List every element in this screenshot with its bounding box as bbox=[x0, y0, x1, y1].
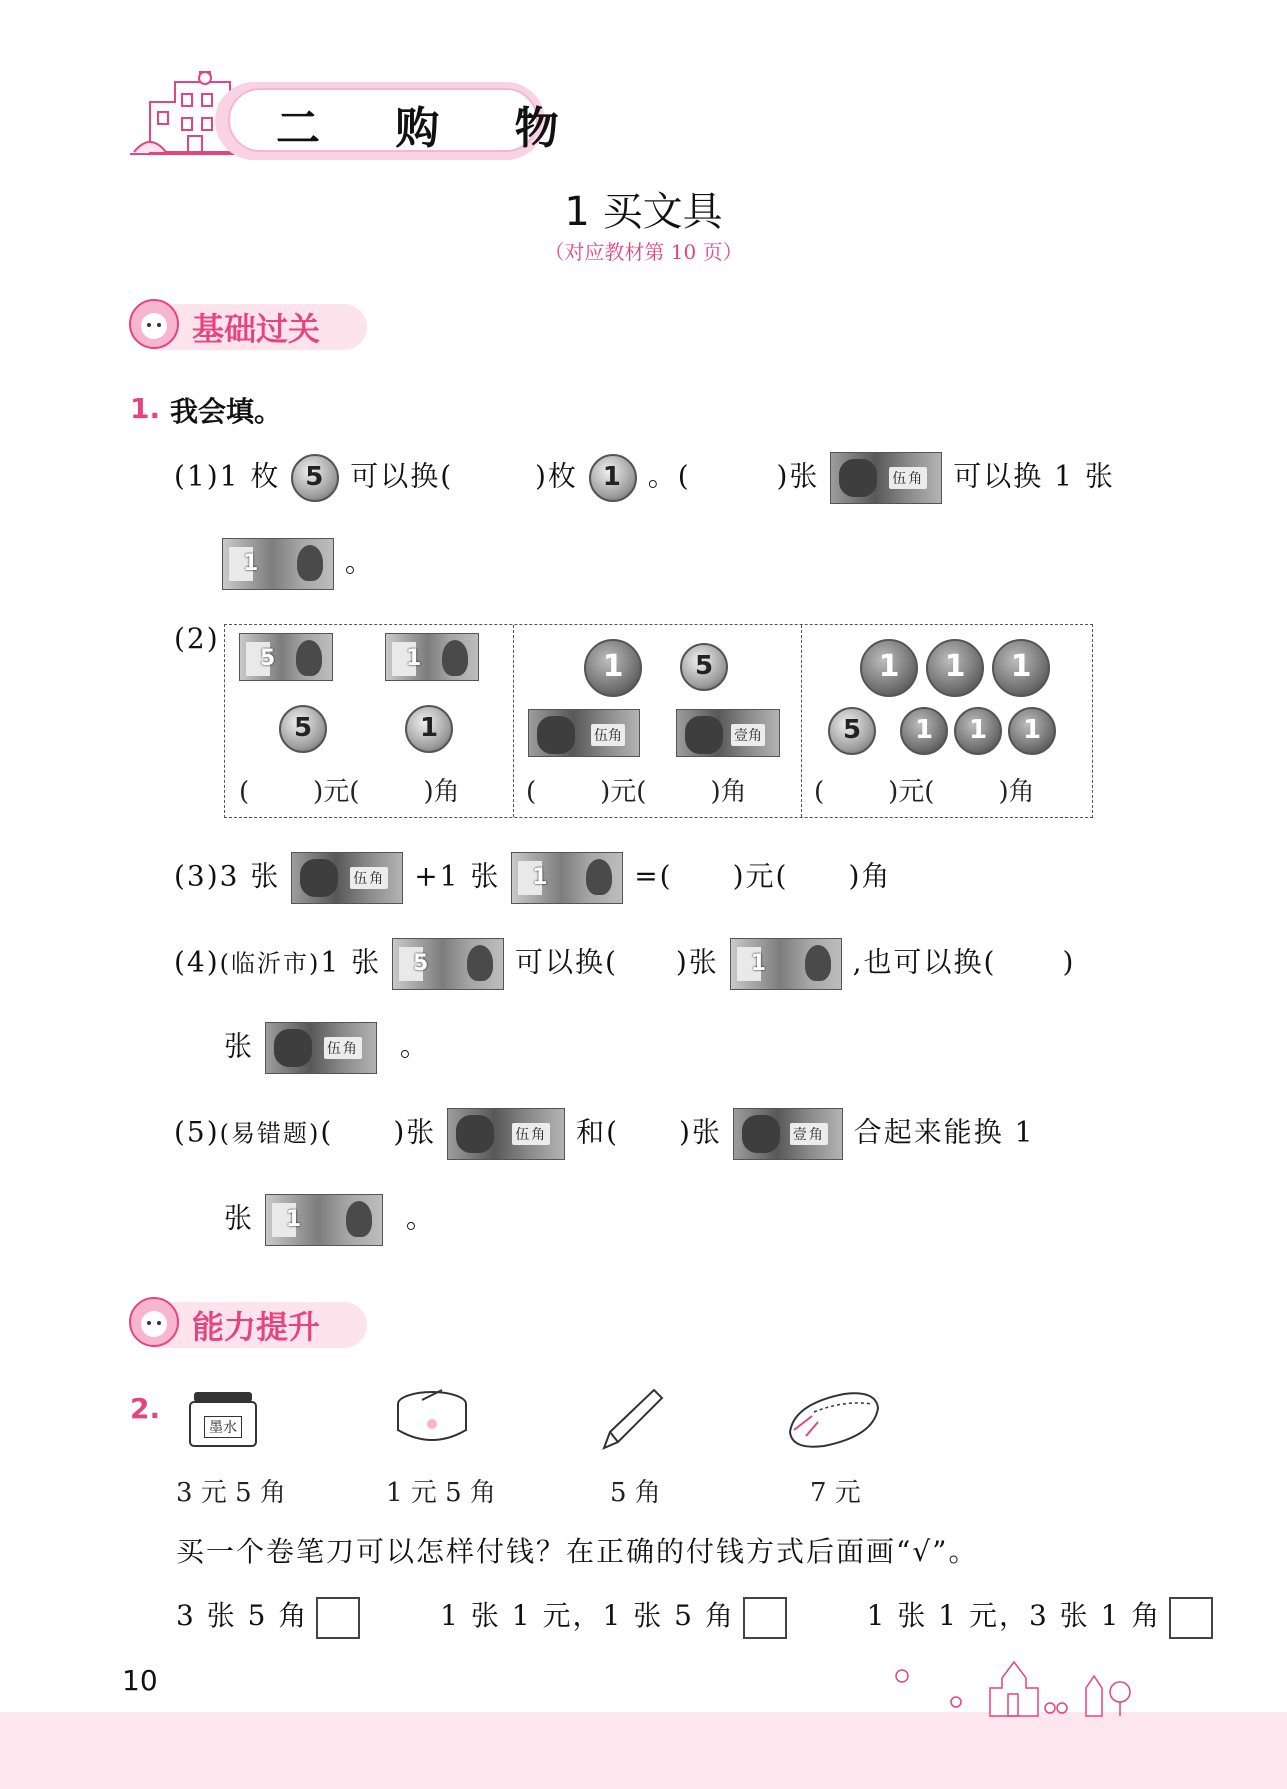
coin-value: 1 bbox=[968, 715, 988, 745]
cell2-coin-1-yuan-icon bbox=[584, 639, 642, 697]
note-label: 壹角 bbox=[731, 724, 765, 746]
pencil-sharpener-icon bbox=[392, 1386, 472, 1450]
q2-option-1: 3 张 5 角 bbox=[176, 1599, 309, 1632]
grid-cell-1 bbox=[225, 625, 514, 817]
q1-p3-e: )角 bbox=[848, 859, 892, 893]
q1-p5-a: (5) bbox=[174, 1115, 220, 1149]
cell2-coin-5-jiao-icon bbox=[680, 643, 728, 691]
cell3-coin-1-jiao-icon-c bbox=[1008, 707, 1056, 755]
lesson-title: 1 买文具 bbox=[564, 189, 723, 235]
ink-bottle-icon bbox=[186, 1390, 260, 1450]
note-5-yuan-icon bbox=[392, 938, 504, 990]
q2-options bbox=[176, 1594, 1213, 1639]
footer-castle-icon bbox=[890, 1652, 1150, 1722]
note-value: 1 bbox=[532, 865, 550, 890]
q1-p4-d: 可以换( bbox=[514, 945, 618, 979]
coin bbox=[1008, 707, 1056, 755]
q1-p4-e: )张 bbox=[675, 945, 719, 979]
q1-p3-a: (3)3 张 bbox=[174, 859, 281, 893]
q1-part3 bbox=[174, 852, 891, 904]
coin bbox=[828, 707, 876, 755]
coin bbox=[680, 643, 728, 691]
cell-open: ( bbox=[814, 777, 825, 807]
q1-p1-d: 。( bbox=[647, 459, 691, 493]
note-5-jiao-icon bbox=[265, 1022, 377, 1074]
coin-value: 1 bbox=[1022, 715, 1042, 745]
q1-p3-b: +1 张 bbox=[414, 859, 501, 893]
note-1-yuan bbox=[385, 633, 479, 681]
note-value: 1 bbox=[243, 551, 261, 576]
q2-option-2: 1 张 1 元，1 张 5 角 bbox=[440, 1599, 735, 1632]
cell3-answer bbox=[814, 771, 1035, 808]
cell-yuan: )元( bbox=[313, 777, 360, 807]
note-1-yuan-icon bbox=[265, 1194, 383, 1246]
cell2-note-1-jiao-icon bbox=[676, 709, 780, 757]
cell1-coin-5-jiao-icon bbox=[279, 705, 327, 753]
cell-yuan: )元( bbox=[888, 777, 935, 807]
note-label: 壹角 bbox=[790, 1123, 828, 1145]
cell1-answer bbox=[239, 771, 460, 808]
section-basic-title: 基础过关 bbox=[192, 310, 321, 348]
lesson-reference: （对应教材第 10 页） bbox=[544, 240, 743, 264]
note-value: 1 bbox=[406, 646, 422, 671]
note bbox=[676, 709, 780, 757]
coin bbox=[926, 639, 984, 697]
q1-part2-grid bbox=[224, 624, 1093, 818]
coin-value: 1 bbox=[602, 649, 624, 684]
q1-p5-d: )张 bbox=[393, 1115, 437, 1149]
q1-p3-d: )元( bbox=[732, 859, 789, 893]
footer-band bbox=[0, 1712, 1287, 1789]
coin-value: 1 bbox=[944, 649, 966, 684]
q1-p1-f: 可以换 1 张 bbox=[953, 459, 1115, 493]
q1-p1-g: 。 bbox=[344, 545, 375, 579]
q1-p3-c: =( bbox=[634, 859, 673, 893]
cell-open: ( bbox=[526, 777, 537, 807]
note bbox=[528, 709, 640, 757]
cell-jiao: )角 bbox=[710, 777, 747, 807]
coin-value: 5 bbox=[694, 651, 714, 681]
price-pencil-case: 7 元 bbox=[810, 1478, 861, 1508]
note-5-yuan bbox=[239, 633, 333, 681]
q1-part5-line1 bbox=[174, 1108, 1035, 1160]
pencil-icon bbox=[598, 1384, 668, 1454]
q1-p4-f: ,也可以换( bbox=[852, 945, 997, 979]
q1-p1-a: (1)1 枚 bbox=[174, 459, 281, 493]
q1-p4-i: 。 bbox=[399, 1029, 430, 1063]
coin-value: 1 bbox=[602, 462, 623, 492]
q1-p1-c: )枚 bbox=[534, 459, 578, 493]
q1-p5-e: 和( bbox=[576, 1115, 620, 1149]
cell3-coin-1-jiao-icon-a bbox=[900, 707, 948, 755]
price-sharpener: 1 元 5 角 bbox=[386, 1478, 496, 1508]
price-pencil: 5 角 bbox=[610, 1478, 661, 1508]
note-value: 1 bbox=[750, 951, 769, 976]
q1-part5-line2 bbox=[224, 1194, 436, 1246]
cell3-coin-1-yuan-icon-a bbox=[860, 639, 918, 697]
cell3-coin-1-yuan-icon-b bbox=[926, 639, 984, 697]
note-5-jiao-icon bbox=[447, 1108, 565, 1160]
coin bbox=[860, 639, 918, 697]
coin-1-jiao-icon bbox=[589, 454, 637, 502]
coin-value: 5 bbox=[842, 715, 862, 745]
q1-p4-region: (临沂市) bbox=[219, 949, 321, 978]
coin bbox=[405, 705, 453, 753]
q2-option-1-checkbox[interactable] bbox=[316, 1597, 360, 1639]
coin bbox=[279, 705, 327, 753]
coin bbox=[900, 707, 948, 755]
note-1-jiao-icon bbox=[733, 1108, 843, 1160]
q1-p5-tag: (易错题) bbox=[219, 1119, 321, 1148]
note-5-jiao-icon bbox=[291, 852, 403, 904]
note-1-yuan-icon bbox=[222, 538, 334, 590]
q1-part4-line1 bbox=[174, 938, 1075, 990]
q2-number: 2. bbox=[130, 1392, 161, 1425]
note-value: 5 bbox=[413, 951, 431, 976]
page-number: 10 bbox=[122, 1664, 158, 1697]
girl-mascot-icon bbox=[128, 298, 180, 350]
coin bbox=[992, 639, 1050, 697]
q1-part1-line2 bbox=[222, 538, 375, 590]
pencil-case-icon bbox=[784, 1386, 884, 1454]
q1-p4-c: 1 张 bbox=[320, 945, 382, 979]
q1-part4-line2 bbox=[224, 1022, 430, 1074]
note-1-yuan-icon bbox=[730, 938, 842, 990]
q1-part1-line1 bbox=[174, 452, 1115, 504]
girl-mascot-icon bbox=[128, 1296, 180, 1348]
cell3-coin-1-jiao-icon-b bbox=[954, 707, 1002, 755]
note-label: 伍角 bbox=[591, 724, 625, 746]
coin-5-jiao-icon bbox=[291, 454, 339, 502]
q1-p1-e: )张 bbox=[776, 459, 820, 493]
q1-p4-g: ) bbox=[1062, 945, 1076, 979]
q1-p5-f: )张 bbox=[679, 1115, 722, 1149]
cell3-coin-1-yuan-icon-c bbox=[992, 639, 1050, 697]
coin-value: 5 bbox=[293, 713, 313, 743]
q1-p5-h: 张 bbox=[224, 1201, 255, 1235]
note-1-yuan-icon bbox=[511, 852, 623, 904]
q1-p4-h: 张 bbox=[224, 1029, 255, 1063]
cell-yuan: )元( bbox=[600, 777, 647, 807]
section-advanced-title: 能力提升 bbox=[192, 1308, 321, 1346]
q2-question: 买一个卷笔刀可以怎样付钱？在正确的付钱方式后面画“√”。 bbox=[176, 1535, 979, 1568]
note-5-jiao-icon bbox=[830, 452, 942, 504]
cell2-note-5-jiao-icon bbox=[528, 709, 640, 757]
q1-p5-g: 合起来能换 1 bbox=[853, 1115, 1035, 1149]
q1-p1-b: 可以换( bbox=[350, 459, 454, 493]
grid-cell-2 bbox=[514, 625, 802, 817]
ink-label: 墨水 bbox=[204, 1416, 242, 1438]
coin-value: 1 bbox=[878, 649, 900, 684]
coin-value: 1 bbox=[1010, 649, 1032, 684]
coin-value: 1 bbox=[914, 715, 934, 745]
note-value: 5 bbox=[260, 646, 276, 671]
coin-value: 5 bbox=[305, 462, 326, 492]
coin bbox=[954, 707, 1002, 755]
cell3-coin-5-jiao-icon bbox=[828, 707, 876, 755]
chapter-title: 二 购 物 bbox=[276, 103, 589, 154]
grid-cell-3 bbox=[802, 625, 1092, 817]
q1-prompt: 我会填。 bbox=[170, 395, 283, 428]
q1-p5-i: 。 bbox=[405, 1201, 436, 1235]
q1-number: 1. bbox=[130, 392, 161, 425]
q2-option-3-checkbox[interactable] bbox=[1169, 1597, 1213, 1639]
note-label: 伍角 bbox=[512, 1123, 550, 1145]
note-label: 伍角 bbox=[889, 467, 927, 489]
coin-value: 1 bbox=[419, 713, 439, 743]
cell1-coin-1-jiao-icon bbox=[405, 705, 453, 753]
cell-open: ( bbox=[239, 777, 250, 807]
coin bbox=[584, 639, 642, 697]
q2-option-3: 1 张 1 元，3 张 1 角 bbox=[866, 1599, 1162, 1632]
cell-jiao: )角 bbox=[998, 777, 1035, 807]
q2-option-2-checkbox[interactable] bbox=[743, 1597, 787, 1639]
cell-jiao: )角 bbox=[423, 777, 460, 807]
note-label: 伍角 bbox=[324, 1037, 362, 1059]
q1-part2-label: (2) bbox=[174, 622, 220, 655]
note-value: 1 bbox=[285, 1207, 304, 1232]
cell1-note-5-yuan-icon bbox=[239, 633, 333, 681]
note-label: 伍角 bbox=[350, 867, 388, 889]
q1-p4-a: (4) bbox=[174, 945, 220, 979]
price-ink: 3 元 5 角 bbox=[176, 1478, 286, 1508]
q1-p5-c: ( bbox=[320, 1115, 334, 1149]
cell1-note-1-yuan-icon bbox=[385, 633, 479, 681]
cell2-answer bbox=[526, 771, 747, 808]
